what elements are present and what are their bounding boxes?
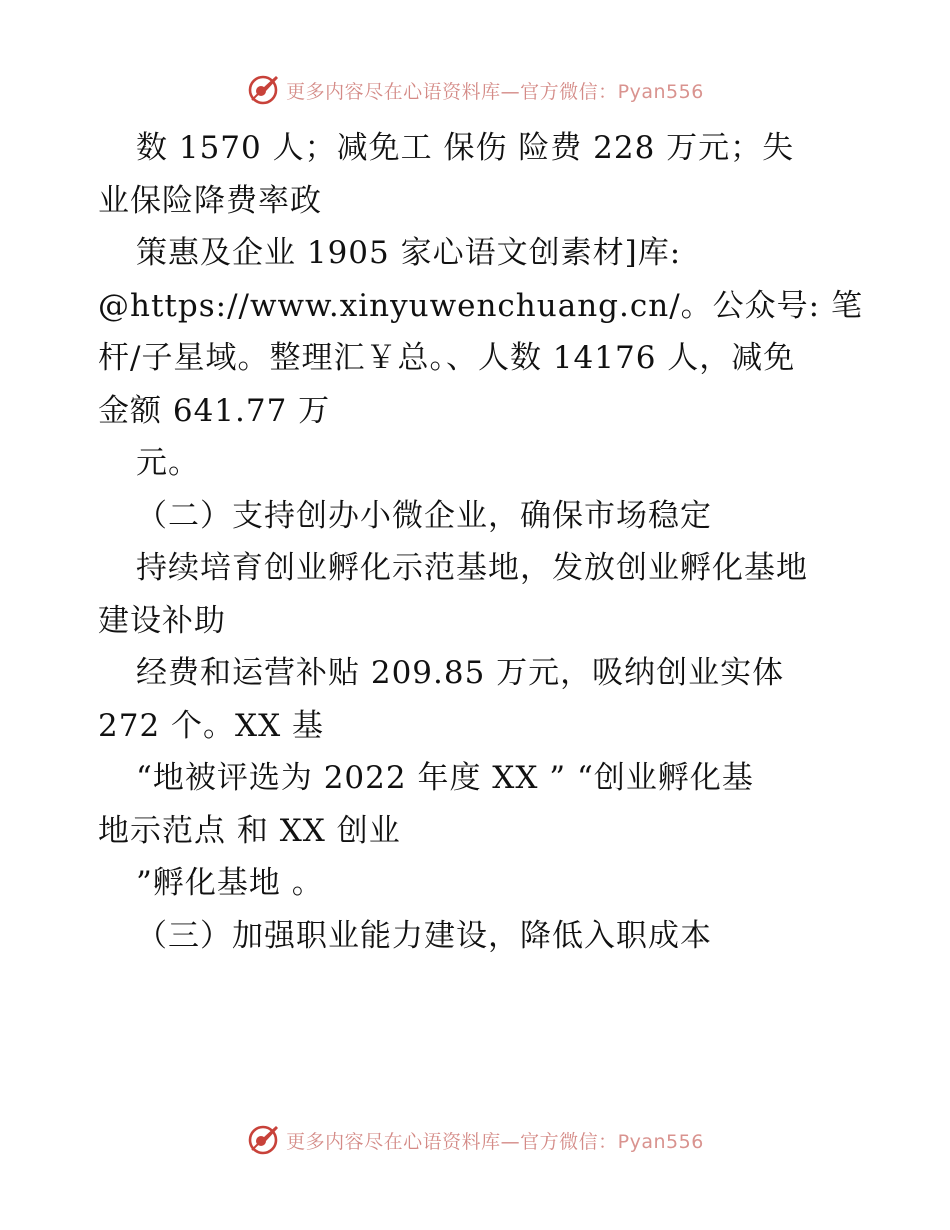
header-watermark xyxy=(0,70,950,110)
text-line: 数 1570 人；减免工 保伤 险费 228 万元；失 xyxy=(136,130,795,166)
text-line: 地示范点 和 XX 创业 xyxy=(98,812,401,849)
wechat-id: Pyan556 xyxy=(617,1130,704,1153)
text-line: 持续培育创业孵化示范基地，发放创业孵化基地 xyxy=(136,550,808,586)
pen-logo-icon xyxy=(246,73,280,107)
watermark-text: 更多内容尽在心语资料库—官方微信： xyxy=(286,1130,618,1153)
text-line: 建设补助 xyxy=(98,602,226,639)
text-line: @https://www.xinyuwenchuang.cn/。公众号: 笔 xyxy=(98,287,863,324)
document-body xyxy=(98,122,863,962)
text-line: “地被评选为 2022 年度 XX ” “创业孵化基 xyxy=(136,760,754,796)
watermark-text: 更多内容尽在心语资料库—官方微信： xyxy=(286,80,618,103)
text-line: 业保险降费率政 xyxy=(98,182,322,219)
text-line: 杆/子星域。整理汇￥总。、人数 14176 人，减免 xyxy=(98,340,796,376)
footer-watermark xyxy=(0,1120,950,1160)
text-line: 272 个。XX 基 xyxy=(98,707,325,744)
wechat-id: Pyan556 xyxy=(617,80,704,103)
section-heading: （二）支持创办小微企业，确保市场稳定 xyxy=(136,497,712,534)
text-line: 策惠及企业 1905 家心语文创素材]库: xyxy=(136,235,682,271)
text-line: 经费和运营补贴 209.85 万元，吸纳创业实体 xyxy=(136,655,785,691)
text-line: 金额 641.77 万 xyxy=(98,392,331,429)
pen-logo-icon xyxy=(246,1123,280,1157)
text-line: ”孵化基地 。 xyxy=(136,865,324,901)
section-heading: （三）加强职业能力建设，降低入职成本 xyxy=(136,917,712,954)
text-line: 元。 xyxy=(136,445,200,481)
